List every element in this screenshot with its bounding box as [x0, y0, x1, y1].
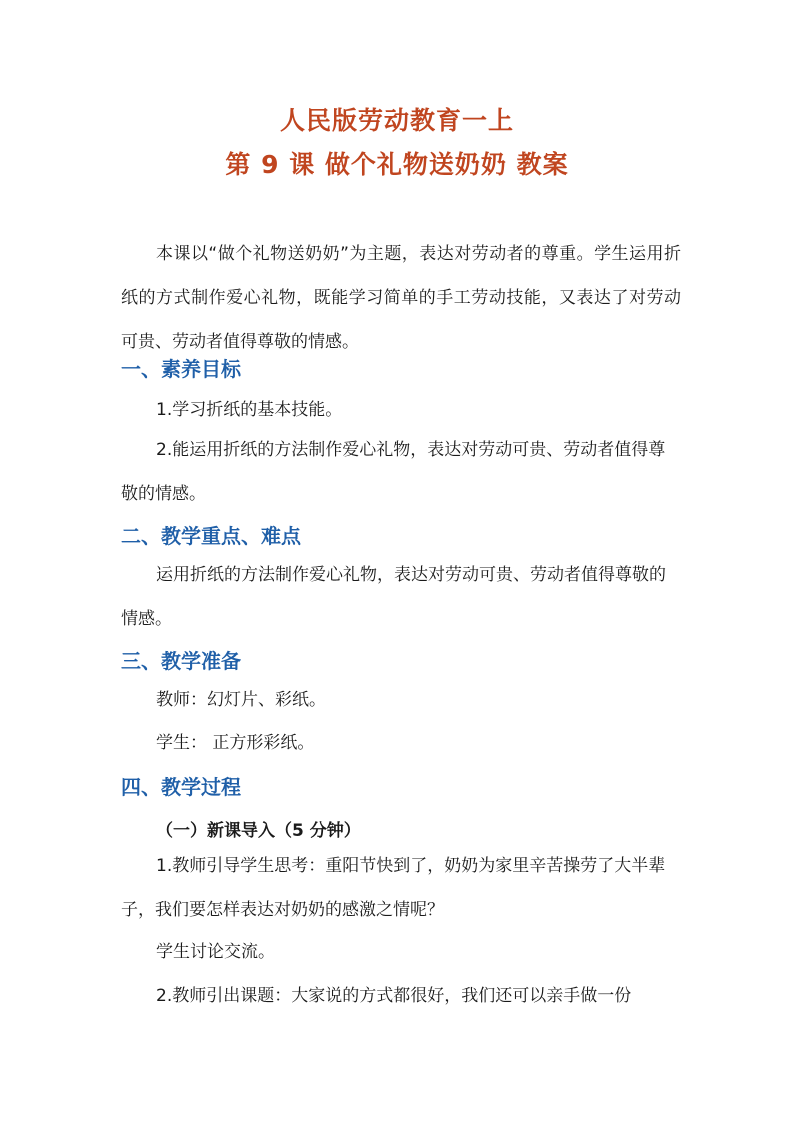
goal-item-1: 1.学习折纸的基本技能。	[156, 400, 343, 420]
goal-item-2: 2.能运用折纸的方法制作爱心礼物，表达对劳动可贵、劳动者值得尊敬的情感。	[121, 440, 666, 504]
intro-paragraph: 本课以“做个礼物送奶奶”为主题，表达对劳动者的尊重。学生运用折纸的方式制作爱心礼物，既能学习简单的手工劳动技能，又表达了对劳动可贵、劳动者值得尊敬的情感。	[121, 244, 681, 352]
section-heading-preparation: 三、教学准备	[121, 649, 241, 673]
process-paragraph-1: 1.教师引导学生思考：重阳节快到了，奶奶为家里辛苦操劳了大半辈子，我们要怎样表达对奶奶的感激之情呢？	[121, 856, 666, 920]
process-paragraph-3: 2.教师引出课题：大家说的方式都很好，我们还可以亲手做一份	[156, 986, 632, 1006]
prep-teacher: 教师：幻灯片、彩纸。	[156, 690, 326, 710]
section-heading-goals: 一、素养目标	[121, 357, 241, 381]
section-heading-process: 四、教学过程	[121, 775, 241, 799]
keypoints-text: 运用折纸的方法制作爱心礼物，表达对劳动可贵、劳动者值得尊敬的情感。	[121, 565, 666, 629]
process-subheading: （一）新课导入（5 分钟）	[156, 821, 361, 841]
section-heading-keypoints: 二、教学重点、难点	[121, 524, 301, 548]
process-paragraph-2: 学生讨论交流。	[156, 942, 275, 962]
prep-student: 学生： 正方形彩纸。	[156, 733, 315, 753]
doc-title-line1: 人民版劳动教育一上	[279, 106, 514, 135]
doc-title-line2: 第 9 课 做个礼物送奶奶 教案	[225, 150, 569, 179]
